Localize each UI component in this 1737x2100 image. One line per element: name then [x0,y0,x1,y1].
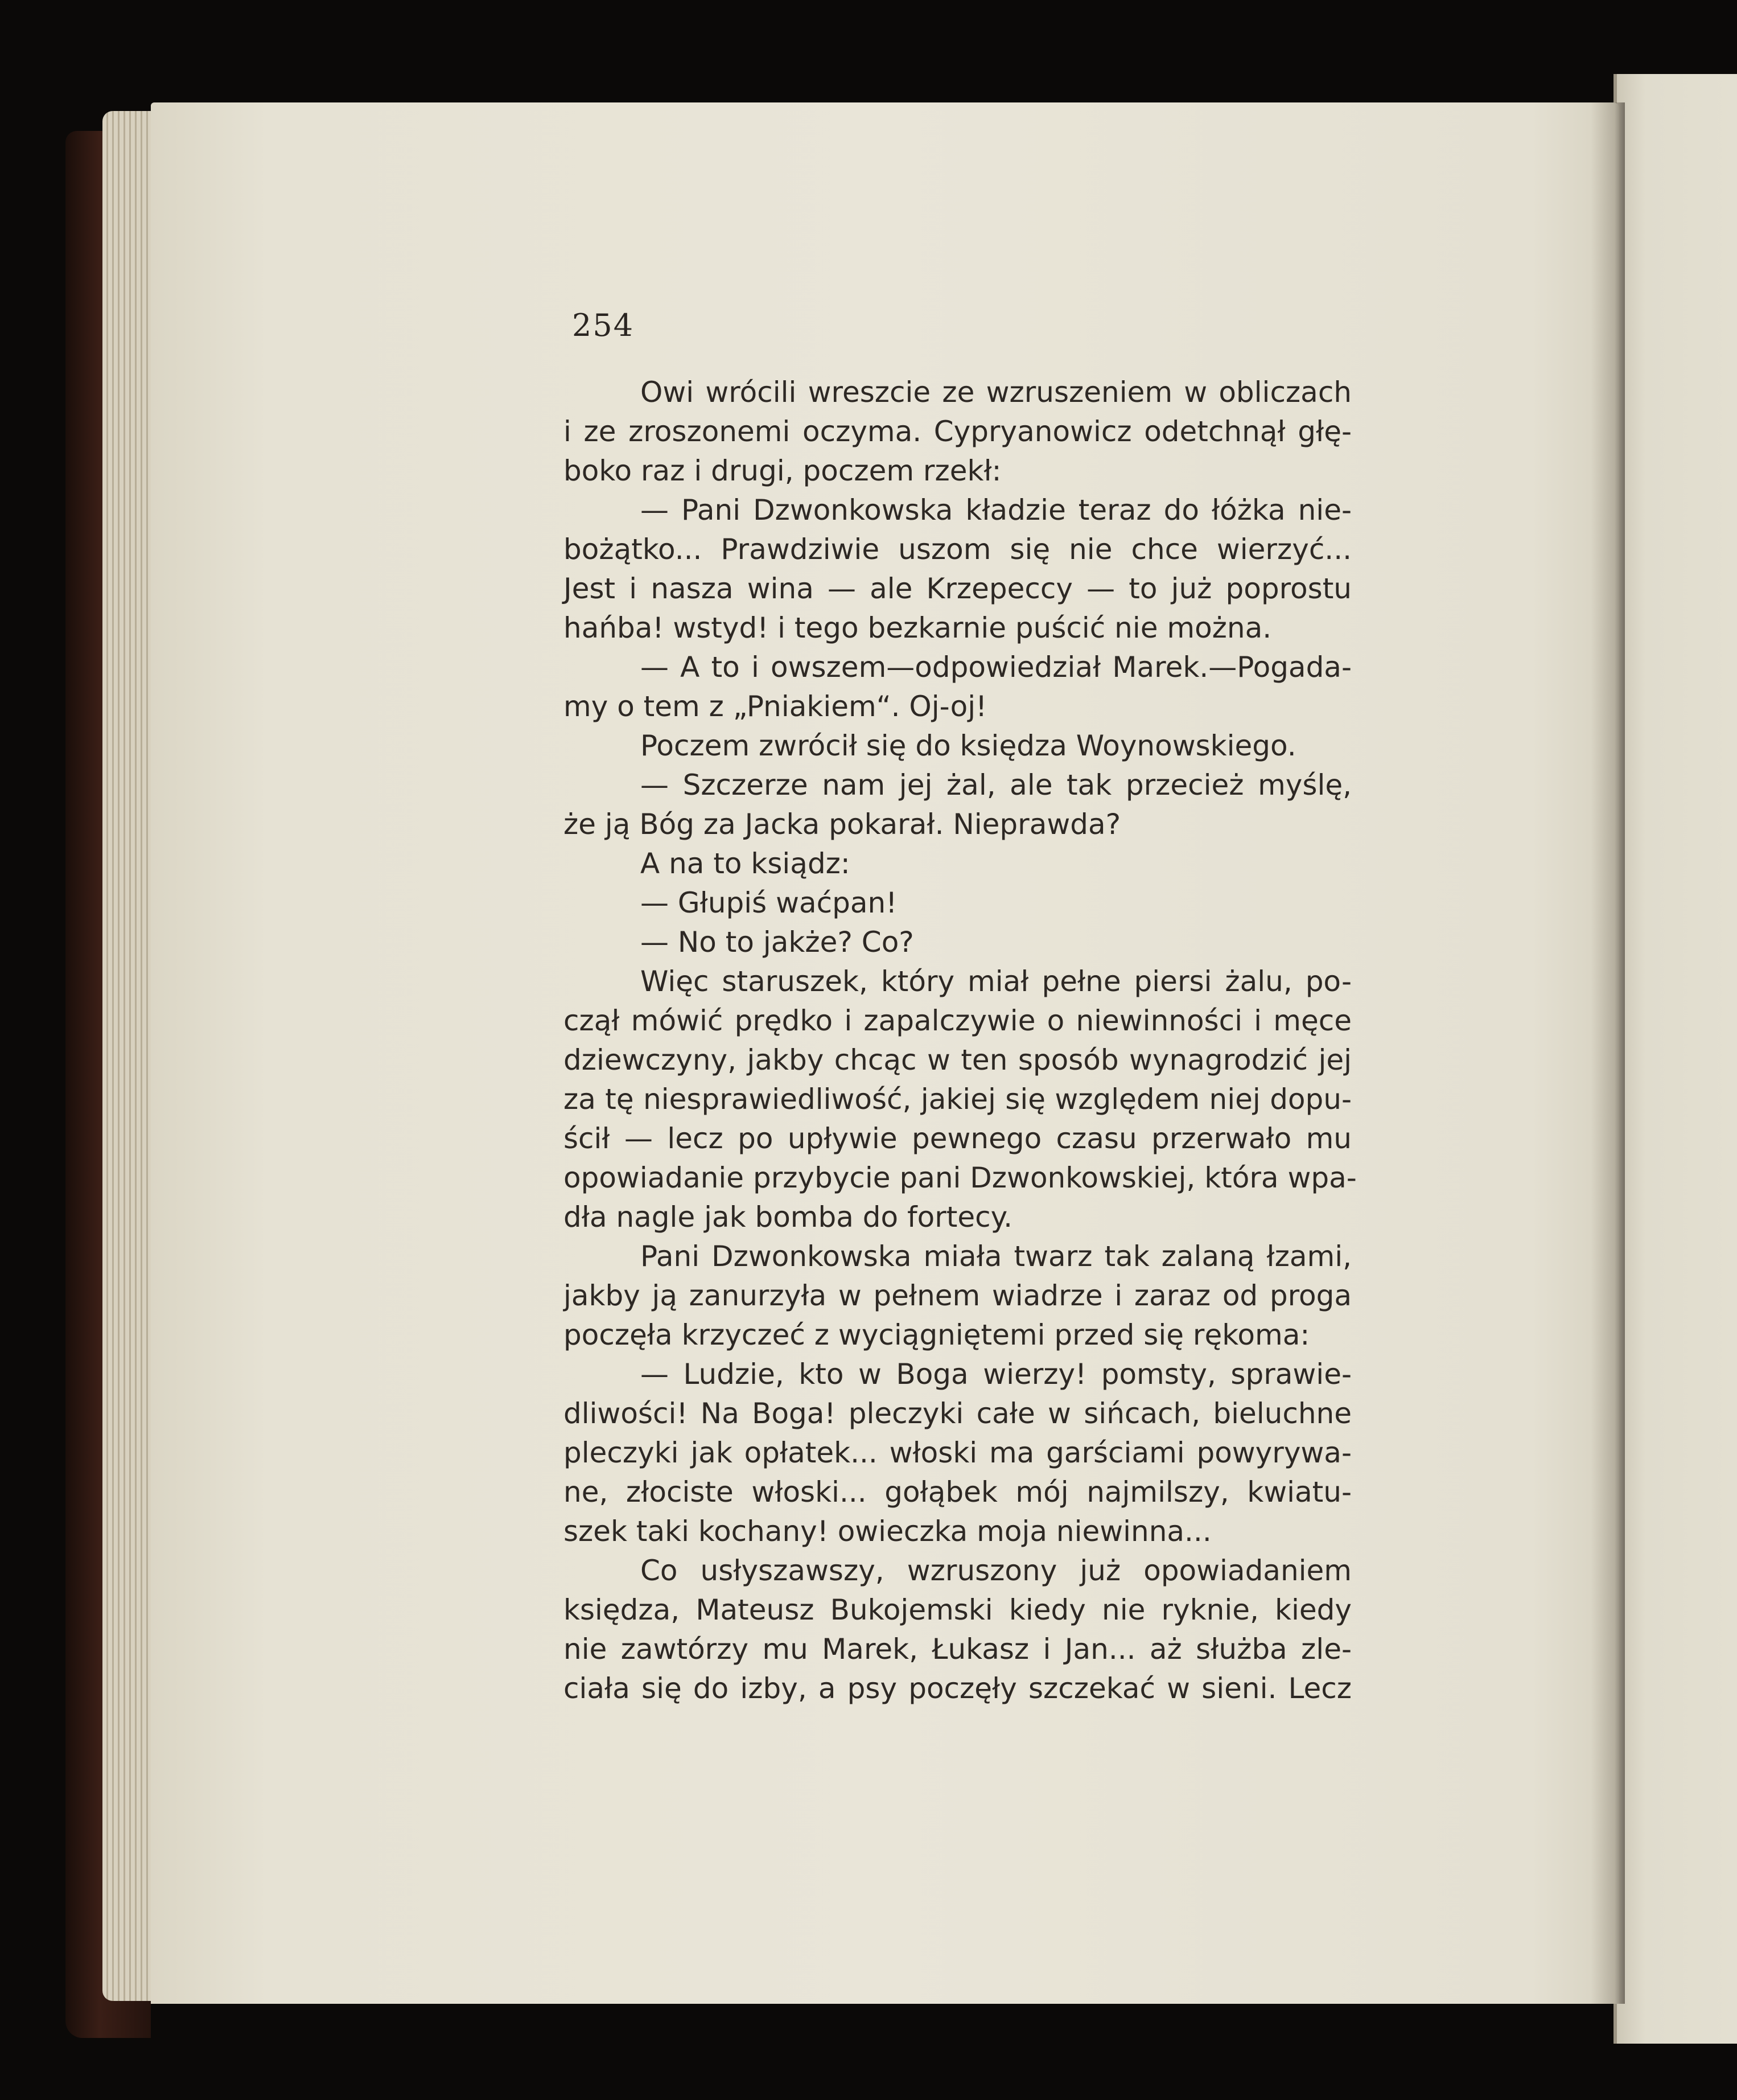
text-line: Owi wrócili wreszcie ze wzruszeniem w obliczach [640,376,1352,409]
text-line: poczęła krzyczeć z wyciągniętemi przed się rękoma: [563,1318,1310,1351]
text-line: ciała się do izby, a psy poczęły szczekać w sieni. Lecz [563,1672,1352,1705]
text-line: — Głupiś waćpan! [640,886,898,919]
facing-page [1613,74,1737,2044]
text-line: Jest i nasza wina — ale Krzepeccy — to już poprostu [563,572,1352,605]
page-number: 254 [572,307,635,343]
page-text [563,373,1357,1708]
text-line: boko raz i drugi, poczem rzekł: [563,454,1002,487]
text-line: jakby ją zanurzyła w pełnem wiadrze i zaraz od proga [563,1279,1352,1312]
text-line: A na to ksiądz: [640,847,850,880]
text-line: opowiadanie przybycie pani Dzwonkowskiej, która wpa- [563,1161,1357,1194]
page-gutter-shadow [1591,102,1625,2004]
text-line: że ją Bóg za Jacka pokarał. Nieprawda? [563,808,1121,841]
text-line: Poczem zwrócił się do księdza Woynowskiego. [640,729,1296,762]
text-line: czął mówić prędko i zapalczywie o niewinności i męce [563,1004,1352,1037]
text-line: ne, złociste włoski... gołąbek mój najmilszy, kwiatu- [563,1476,1352,1509]
text-line: bożątko... Prawdziwie uszom się nie chce wierzyć... [563,533,1352,566]
text-line: dliwości! Na Boga! pleczyki całe w sińcach, bieluchne [563,1397,1352,1430]
text-line: — Pani Dzwonkowska kładzie teraz do łóżka nie- [640,494,1352,527]
text-line: Co usłyszawszy, wzruszony już opowiadaniem [640,1554,1352,1587]
text-line: Pani Dzwonkowska miała twarz tak zalaną łzami, [640,1240,1352,1273]
text-line: Więc staruszek, który miał pełne piersi żalu, po- [640,965,1352,998]
text-line: dziewczyny, jakby chcąc w ten sposób wynagrodzić jej [563,1043,1352,1076]
text-line: i ze zroszonemi oczyma. Cypryanowicz odetchnął głę- [563,415,1352,448]
text-line: za tę niesprawiedliwość, jakiej się względem niej dopu- [563,1083,1352,1116]
text-line: księdza, Mateusz Bukojemski kiedy nie ryknie, kiedy [563,1593,1352,1626]
text-line: nie zawtórzy mu Marek, Łukasz i Jan... aż służba zle- [563,1633,1352,1666]
text-line: dła nagle jak bomba do fortecy. [563,1201,1012,1234]
text-line: pleczyki jak opłatek... włoski ma garściami powyrywa- [563,1436,1352,1469]
text-line: hańba! wstyd! i tego bezkarnie puścić nie można. [563,611,1272,644]
text-line: ścił — lecz po upływie pewnego czasu przerwało mu [563,1122,1352,1155]
text-line: — Szczerze nam jej żal, ale tak przecież myślę, [640,769,1352,802]
text-line: — A to i owszem—odpowiedział Marek.—Pogada- [640,651,1352,684]
text-line: szek taki kochany! owieczka moja niewinna... [563,1515,1212,1548]
text-line: — No to jakże? Co? [640,926,914,959]
text-line: my o tem z „Pniakiem“. Oj-oj! [563,690,987,723]
text-line: — Ludzie, kto w Boga wierzy! pomsty, sprawie- [640,1358,1352,1391]
